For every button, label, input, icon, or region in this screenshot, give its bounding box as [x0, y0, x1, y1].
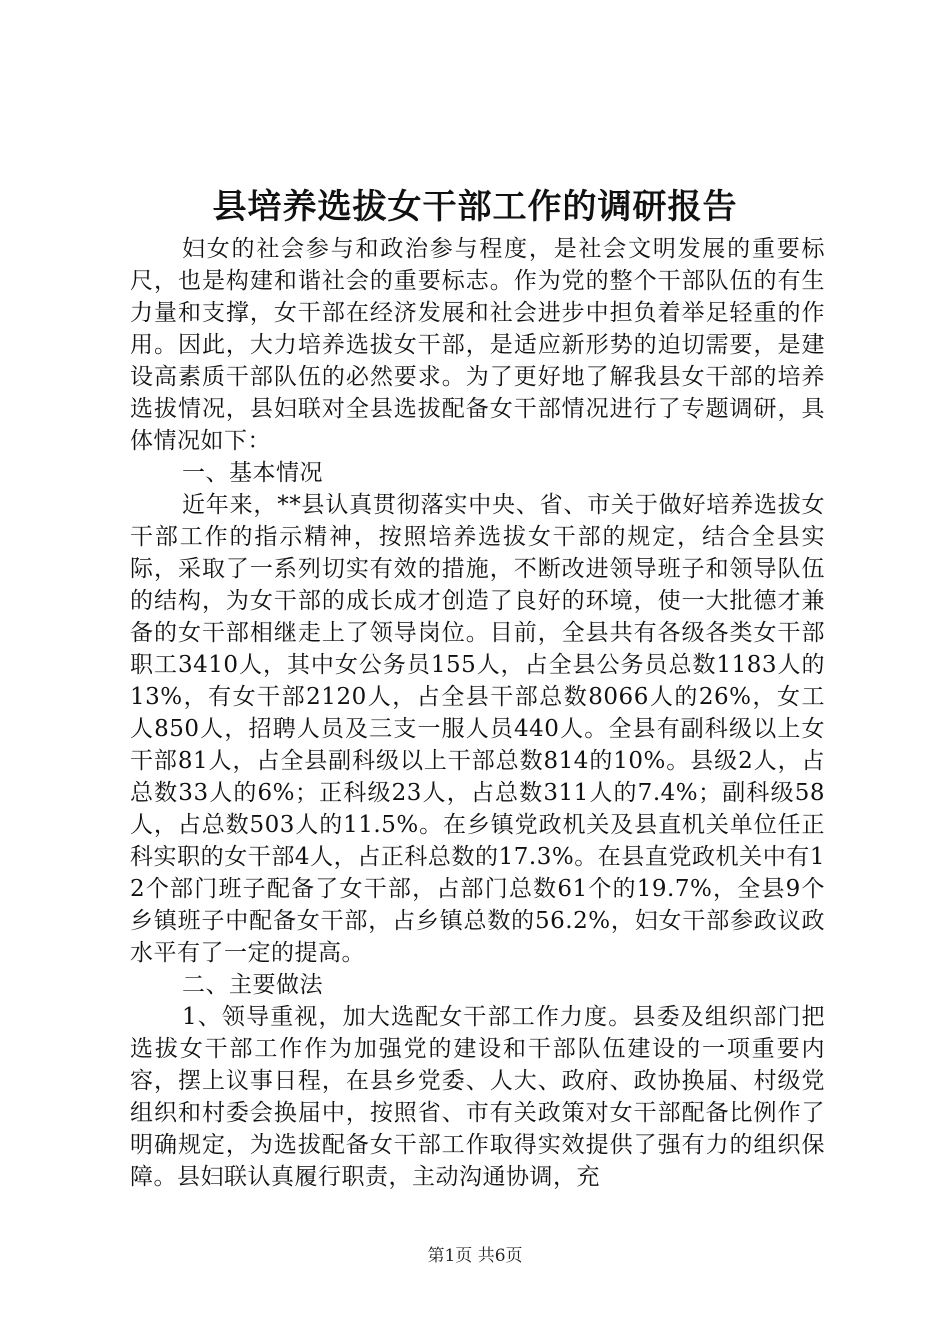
page-number-footer: 第1页 共6页	[427, 1246, 523, 1266]
practice-item-1-paragraph: 1、领导重视，加大选配女干部工作力度。县委及组织部门把选拔女干部工作作为加强党的建设和干部队伍建设的一项重要内容，摆上议事日程，在县乡党委、人大、政府、政协换届、村级党组织和村委会换届中，按照省、市有关政策对女干部配备比例作了明确规定，为选拔配备女干部工作取得实效提供了强有力的组织保障。县妇联认真履行职责，主动沟通协调，充	[130, 1004, 825, 1190]
document-body	[130, 233, 825, 1193]
basic-situation-paragraph: 近年来，**县认真贯彻落实中央、省、市关于做好培养选拔女干部工作的指示精神，按照培养选拔女干部的规定，结合全县实际，采取了一系列切实有效的措施，不断改进领导班子和领导队伍的结构，为女干部的成长成才创造了良好的环境，使一大批德才兼备的女干部相继走上了领导岗位。目前，全县共有各级各类女干部职工3410人，其中女公务员155人，占全县公务员总数1183人的13%，有女干部2120人，占全县干部总数8066人的26%，女工人850人，招聘人员及三支一服人员440人。全县有副科级以上女干部81人，占全县副科级以上干部总数814的10%。县级2人，占总数33人的6%；正科级23人，占总数311人的7.4%；副科级58人，占总数503人的11.5%。在乡镇党政机关及县直机关单位任正科实职的女干部4人，占正科总数的17.3%。在县直党政机关中有12个部门班子配备了女干部，占部门总数61个的19.7%，全县9个乡镇班子中配备女干部，占乡镇总数的56.2%，妇女干部参政议政水平有了一定的提高。	[130, 492, 825, 966]
section-heading-basic-situation: 一、基本情况	[182, 460, 323, 486]
document-title: 县培养选拔女干部工作的调研报告	[212, 187, 738, 227]
section-heading-main-practices: 二、主要做法	[182, 972, 323, 998]
intro-paragraph: 妇女的社会参与和政治参与程度，是社会文明发展的重要标尺，也是构建和谐社会的重要标志。作为党的整个干部队伍的有生力量和支撑，女干部在经济发展和社会进步中担负着举足轻重的作用。因此，大力培养选拔女干部，是适应新形势的迫切需要，是建设高素质干部队伍的必然要求。为了更好地了解我县女干部的培养选拔情况，县妇联对全县选拔配备女干部情况进行了专题调研，具体情况如下：	[130, 236, 825, 454]
